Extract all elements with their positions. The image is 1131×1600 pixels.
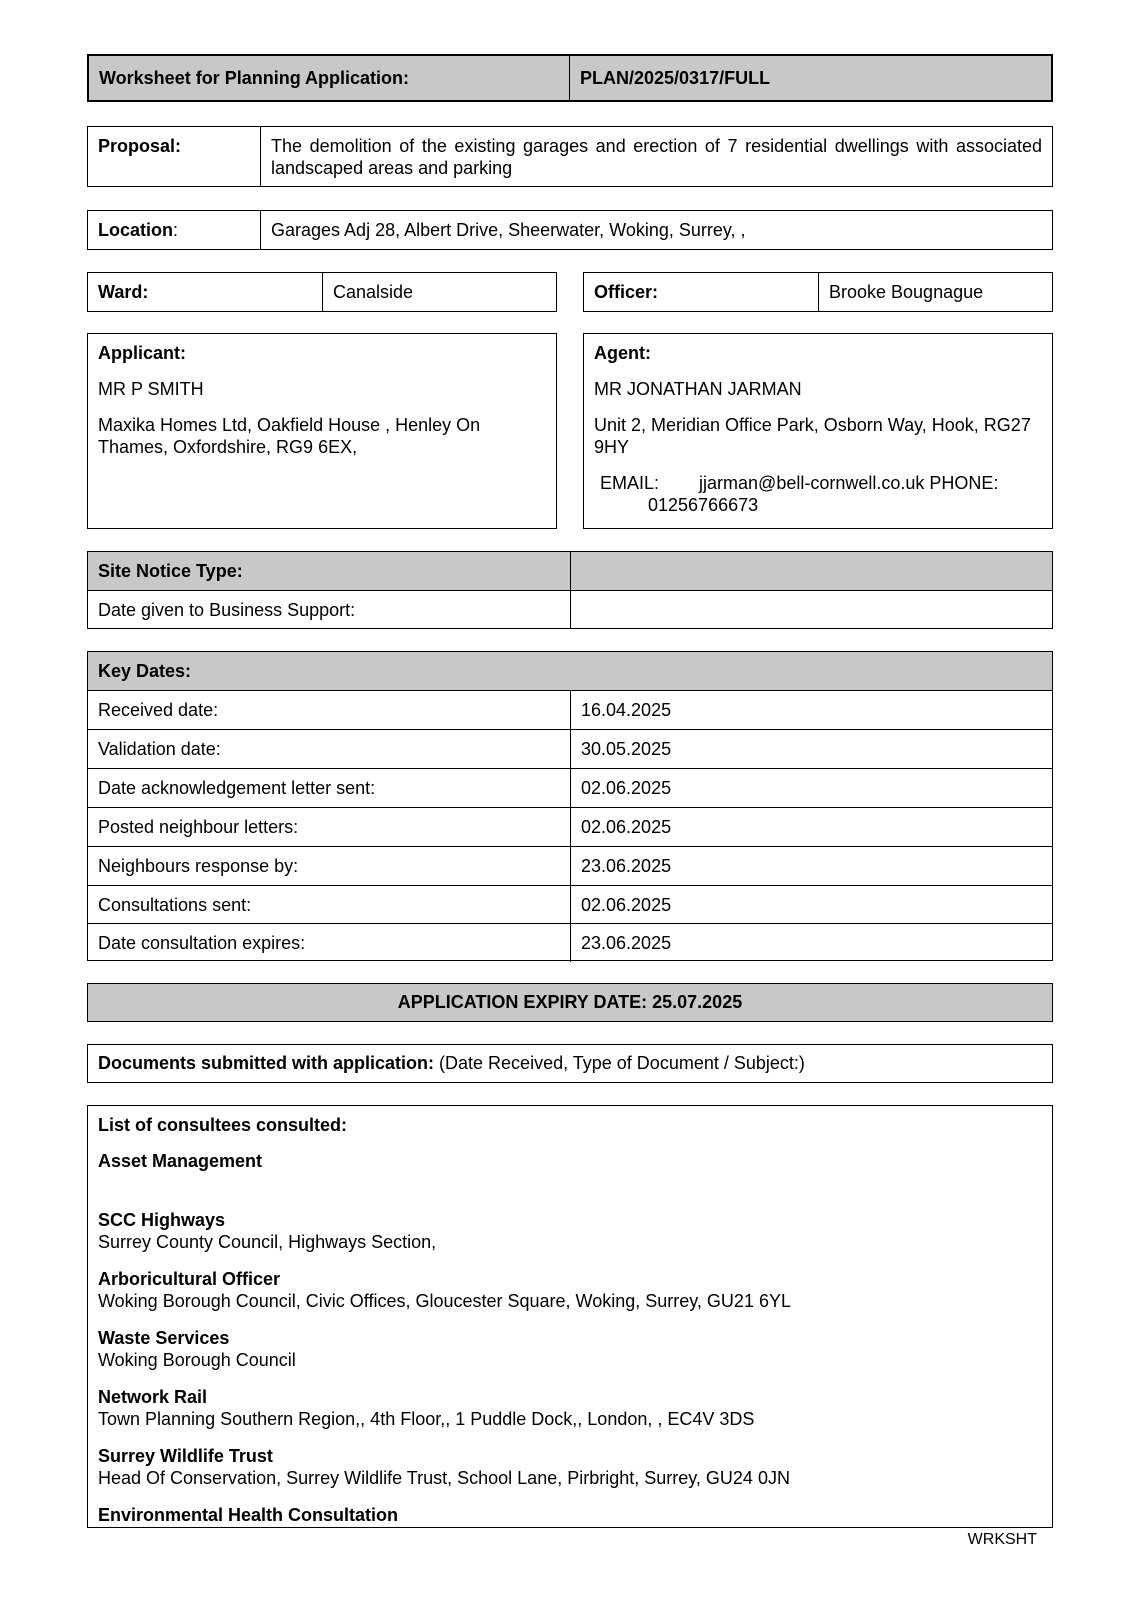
site-notice-table <box>87 551 1053 629</box>
list-item <box>98 1209 1042 1253</box>
applicant-label: Applicant: <box>98 343 186 363</box>
officer-label: Officer: <box>594 281 659 302</box>
consultees-title: List of consultees consulted: <box>98 1115 348 1135</box>
documents-label: Documents submitted with application: <box>98 1053 435 1073</box>
consultee-detail: Town Planning Southern Region,, 4th Floor,, 1 Puddle Dock,, London, , EC4V 3DS <box>98 1409 755 1429</box>
consultee-detail: Woking Borough Council <box>98 1350 296 1370</box>
documents-submitted-box <box>87 1044 1053 1083</box>
business-support-date-label: Date given to Business Support: <box>98 599 356 620</box>
agent-email-label: EMAIL: <box>600 473 660 493</box>
key-date-label: Consultations sent: <box>98 894 252 915</box>
key-dates-title: Key Dates: <box>98 660 192 681</box>
key-date-label: Received date: <box>98 699 219 720</box>
ward-value: Canalside <box>322 273 556 311</box>
consultee-name: Arboricultural Officer <box>98 1269 281 1289</box>
agent-label: Agent: <box>594 343 651 363</box>
site-notice-type-value <box>570 552 1052 590</box>
application-reference: PLAN/2025/0317/FULL <box>569 56 1051 100</box>
key-dates-title-row <box>88 652 1052 690</box>
ward-box <box>87 272 557 312</box>
consultee-name: Environmental Health Consultation <box>98 1505 399 1525</box>
agent-address: Unit 2, Meridian Office Park, Osborn Way, Hook, RG27 9HY <box>594 415 1031 457</box>
agent-phone: 01256766673 <box>648 495 759 515</box>
site-notice-type-row <box>88 552 1052 590</box>
key-date-value: 23.06.2025 <box>570 847 1052 885</box>
consultee-name: Surrey Wildlife Trust <box>98 1446 273 1466</box>
agent-box <box>583 333 1053 529</box>
agent-contact <box>594 472 1042 516</box>
location-label: Location <box>98 219 173 240</box>
applicant-box <box>87 333 557 529</box>
location-label-cell <box>88 211 260 249</box>
applicant-address: Maxika Homes Ltd, Oakfield House , Henley On Thames, Oxfordshire, RG9 6EX, <box>98 415 481 457</box>
key-date-label: Validation date: <box>98 738 221 759</box>
table-row <box>88 690 1052 729</box>
applicant-name: MR P SMITH <box>98 379 204 399</box>
location-text: Garages Adj 28, Albert Drive, Sheerwater, Woking, Surrey, , <box>260 211 1052 249</box>
consultee-name: SCC Highways <box>98 1210 226 1230</box>
consultee-detail: Woking Borough Council, Civic Offices, Gloucester Square, Woking, Surrey, GU21 6YL <box>98 1291 791 1311</box>
table-row <box>88 885 1052 924</box>
consultee-name: Asset Management <box>98 1151 263 1171</box>
list-item <box>98 1327 1042 1371</box>
key-date-label: Posted neighbour letters: <box>98 816 299 837</box>
list-item <box>98 1150 1042 1194</box>
site-notice-type-label: Site Notice Type: <box>98 560 243 581</box>
agent-phone-label: PHONE: <box>929 473 999 493</box>
proposal-box <box>87 126 1053 187</box>
location-box <box>87 210 1053 250</box>
table-row <box>88 807 1052 846</box>
officer-value: Brooke Bougnague <box>818 273 1052 311</box>
proposal-label: Proposal: <box>98 136 182 156</box>
key-dates-table <box>87 651 1053 961</box>
key-date-value: 16.04.2025 <box>570 691 1052 729</box>
proposal-text: The demolition of the existing garages and erection of 7 residential dwellings with associated landscaped areas and parking <box>260 127 1052 186</box>
business-support-date-value <box>570 591 1052 629</box>
key-date-label: Neighbours response by: <box>98 855 299 876</box>
location-colon: : <box>173 219 179 240</box>
table-row <box>88 923 1052 962</box>
officer-box <box>583 272 1053 312</box>
key-date-value: 02.06.2025 <box>570 808 1052 846</box>
key-date-value: 02.06.2025 <box>570 886 1052 924</box>
documents-note: (Date Received, Type of Document / Subject:) <box>439 1053 805 1073</box>
consultee-detail: Head Of Conservation, Surrey Wildlife Trust, School Lane, Pirbright, Surrey, GU24 0JN <box>98 1468 790 1488</box>
list-item <box>98 1268 1042 1312</box>
ward-label: Ward: <box>98 281 149 302</box>
key-date-label: Date consultation expires: <box>98 932 306 953</box>
worksheet-header <box>87 54 1053 102</box>
agent-name: MR JONATHAN JARMAN <box>594 379 802 399</box>
business-support-date-row <box>88 590 1052 629</box>
table-row <box>88 729 1052 768</box>
table-row <box>88 846 1052 885</box>
key-date-value: 02.06.2025 <box>570 769 1052 807</box>
key-date-label: Date acknowledgement letter sent: <box>98 777 376 798</box>
application-expiry-banner: APPLICATION EXPIRY DATE: 25.07.2025 <box>87 983 1053 1022</box>
key-date-value: 23.06.2025 <box>570 924 1052 962</box>
list-item <box>98 1504 1042 1526</box>
worksheet-label: Worksheet for Planning Application: <box>99 67 410 88</box>
consultee-detail <box>98 1172 1042 1194</box>
consultee-name: Waste Services <box>98 1328 230 1348</box>
list-item <box>98 1386 1042 1430</box>
consultee-detail: Surrey County Council, Highways Section, <box>98 1232 437 1252</box>
table-row <box>88 768 1052 807</box>
list-item <box>98 1445 1042 1489</box>
consultees-list <box>87 1105 1053 1528</box>
agent-email: jjarman@bell-cornwell.co.uk <box>699 473 925 493</box>
key-date-value: 30.05.2025 <box>570 730 1052 768</box>
consultee-name: Network Rail <box>98 1387 208 1407</box>
footer-code: WRKSHT <box>967 1531 1037 1548</box>
